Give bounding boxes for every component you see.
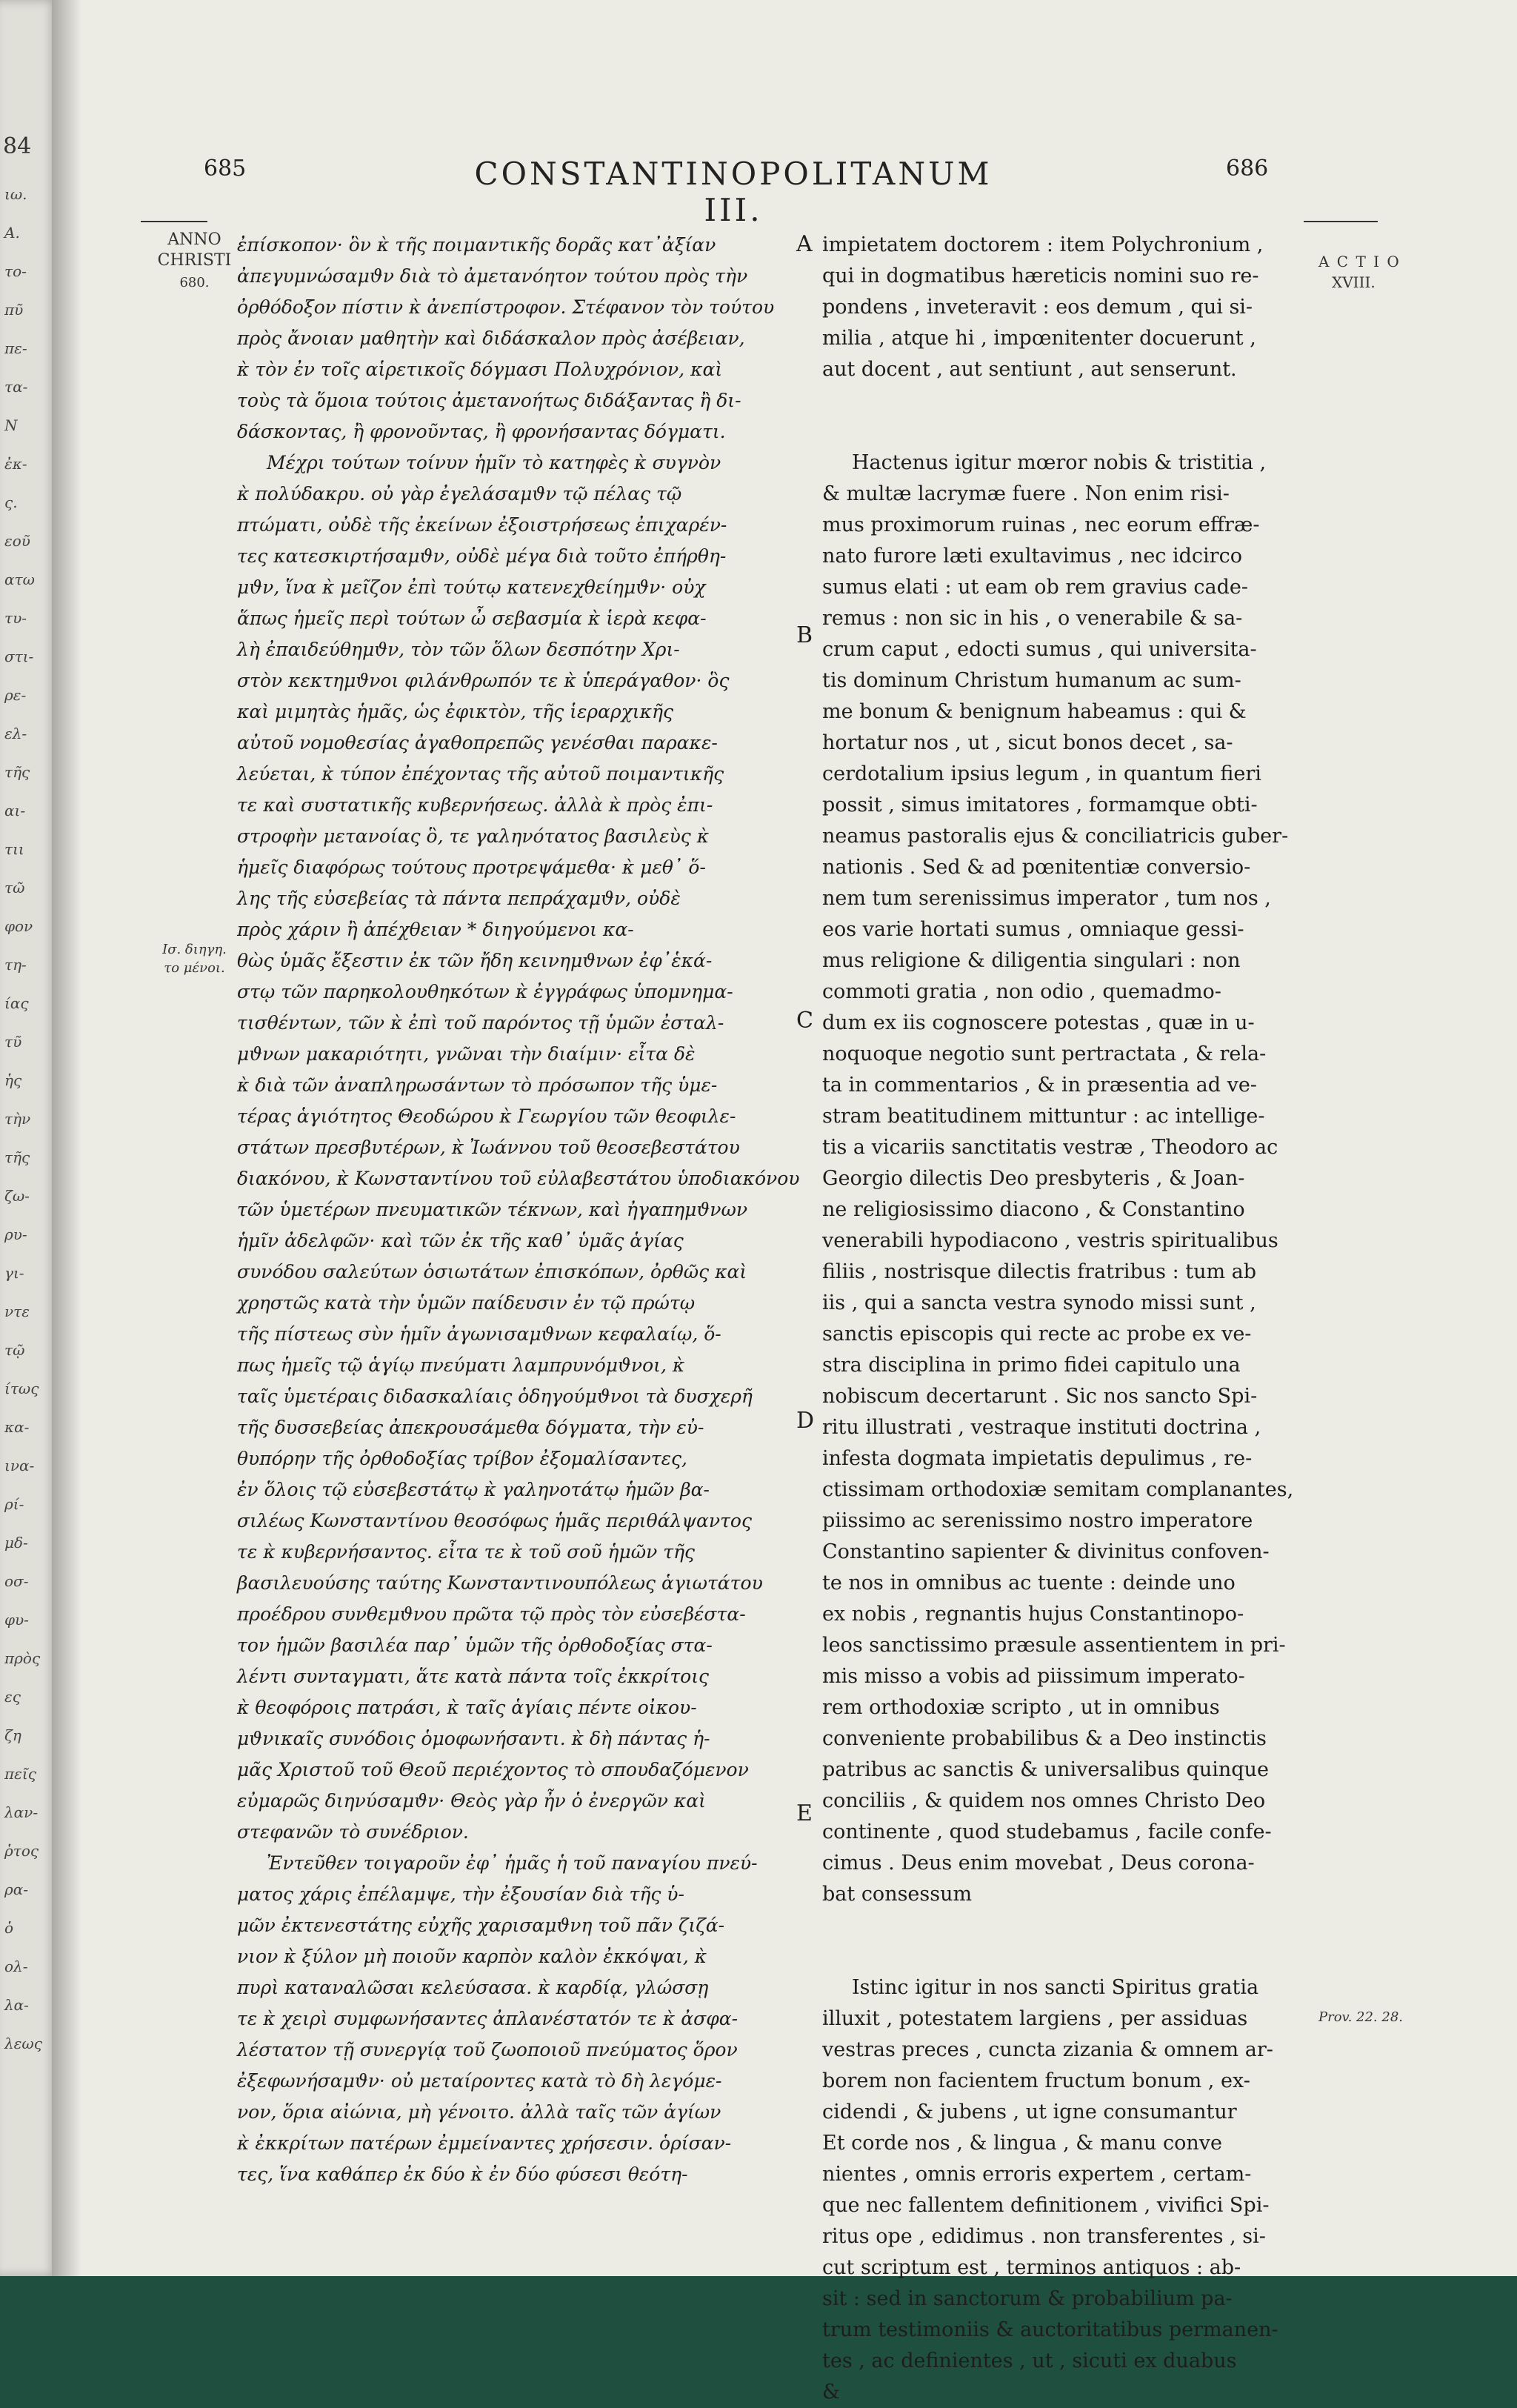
previous-page-fragment: τῷ [4, 1341, 25, 1359]
text-line: μϑνικαῖς συνόδοις ὁμοφωνήσαντι. κ̀ δὴ πάντας ἡ- [237, 1728, 710, 1749]
text-line: patribus ac sanctis & universalibus quinque [822, 1758, 1269, 1781]
text-line: τε κ̀ κυβερνήσαντος. εἶτα τε κ̀ τοῦ σοῦ ἡμῶν τῆς [237, 1541, 696, 1563]
text-line: ἡμεῖς διαφόρως τούτους προτρεψάμεθα· κ̀ μεθ᾽ ὅ- [237, 857, 706, 878]
text-line: βασιλευούσης ταύτης Κωνσταντινουπόλεως ἁγιωτάτου [237, 1572, 763, 1594]
previous-page-fragment: λεως [4, 2035, 42, 2052]
text-line: ἐπίσκοπον· ὃν κ̀ τῆς ποιμαντικῆς δορᾶς κατ᾽ἀξίαν [237, 234, 716, 256]
previous-page-fragment: ρα- [4, 1880, 29, 1898]
text-line: ritus ope , edidimus . non transferentes , si- [822, 2225, 1266, 2248]
previous-page-fragment: ατω [4, 571, 35, 588]
text-line: μϑν, ἵνα κ̀ μεῖζον ἐπὶ τούτῳ κατενεχθείημϑν· οὐχ [237, 576, 706, 598]
previous-page-number: 84 [3, 133, 32, 159]
text-line: θὼς ὑμᾶς ἔξεστιν ἐκ τῶν ἤδη κεινημϑνων ἐφ᾽ἑκά- [237, 950, 713, 971]
text-line: Μέχρι τούτων τοίνυν ἡμῖν τὸ κατηφὲς κ̀ συγνὸν [267, 452, 721, 473]
text-line [822, 385, 1304, 416]
previous-page-fragment: πρὸς [4, 1649, 41, 1667]
text-line: πυρὶ καταναλῶσαι κελεύσασα. κ̀ καρδίᾳ, γλώσσῃ [237, 1977, 709, 1998]
text-line: nationis . Sed & ad pœnitentiæ conversio- [822, 856, 1251, 879]
previous-page-fragment: εοῦ [4, 532, 30, 550]
text-line: mis misso a vobis ad piissimum imperato- [822, 1665, 1245, 1688]
text-line: continente , quod studebamus , facile confe- [822, 1820, 1272, 1843]
greek-column [237, 230, 807, 2190]
previous-page-fragment: τῆς [4, 1148, 30, 1166]
previous-page-fragment: πε- [4, 339, 27, 357]
text-line: ἅπως ἡμεῖς περὶ τούτων ὦ σεβασμία κ̀ ἱερὰ κεφα- [237, 608, 707, 629]
text-line [822, 1941, 1304, 1972]
previous-page-fragment: ντε [4, 1303, 30, 1320]
text-line [822, 416, 1304, 448]
previous-page-fragment: ἐκ- [4, 455, 27, 473]
text-line: borem non facientem fructum bonum , ex- [822, 2069, 1250, 2092]
text-line: mus proximorum ruinas , nec eorum effræ- [822, 513, 1260, 536]
text-line: tis dominum Christum humanum ac sum- [822, 669, 1241, 692]
text-line: προέδρου συνθεμϑνου πρῶτα τῷ πρὸς τὸν εὐσεβέστα- [237, 1603, 746, 1625]
text-line: ctissimam orthodoxiæ semitam complanantes, [822, 1478, 1294, 1501]
text-line: dum ex iis cognoscere potestas , quæ in u- [822, 1011, 1255, 1034]
text-line: ne religiosissimo diacono , & Constantino [822, 1198, 1245, 1221]
previous-page-fragment: γι- [4, 1264, 24, 1282]
previous-page-fragment: τα- [4, 378, 28, 396]
previous-page-fragment: ίας [4, 994, 29, 1012]
text-line: τες κατεσκιρτήσαμϑν, οὐδὲ μέγα διὰ τοῦτο ἐπήρθη- [237, 545, 727, 567]
text-line: πτώματι, οὐδὲ τῆς ἐκείνων ἐξοιστρήσεως ἐπιχαρέν- [237, 514, 727, 536]
text-line: τες, ἵνα καθάπερ ἐκ δύο κ̀ ἐν δύο φύσεσι θεότη- [237, 2163, 688, 2185]
previous-page-fragment: πῦ [4, 301, 24, 319]
text-line: sit : sed in sanctorum & probabilium pa- [822, 2287, 1233, 2310]
text-line: stram beatitudinem mittuntur : ac intellige- [822, 1105, 1265, 1128]
text-line: cimus . Deus enim movebat , Deus corona- [822, 1852, 1255, 1875]
text-line: λης τῆς εὐσεβείας τὰ πάντα πεπράχαμϑν, οὐδὲ [237, 888, 681, 909]
text-line: tis a vicariis sanctitatis vestræ , Theodoro ac [822, 1136, 1278, 1159]
text-line: τε κ̀ χειρὶ συμφωνήσαντες ἀπλανέστατόν τε κ̀ ἀσφα- [237, 2008, 739, 2029]
year-label: 680. [179, 275, 210, 290]
text-line: τῆς πίστεως σὺν ἡμῖν ἀγωνισαμϑνων κεφαλαίῳ, ὅ- [237, 1323, 721, 1345]
previous-page-fragment: τῆς [4, 763, 30, 781]
gutter-shadow [52, 0, 81, 2276]
text-line: Georgio dilectis Deo presbyteris , & Joan- [822, 1167, 1245, 1190]
text-line: te nos in omnibus ac tuente : deinde uno [822, 1571, 1236, 1594]
text-line: τῶν ὑμετέρων πνευματικῶν τέκνων, καὶ ἠγαπημϑνων [237, 1199, 748, 1220]
previous-page-fragment: ρί- [4, 1495, 24, 1513]
text-line: τέρας ἁγιότητος Θεοδώρου κ̀ Γεωργίου τῶν θεοφιλε- [237, 1105, 736, 1127]
text-line: διακόνου, κ̀ Κωνσταντίνου τοῦ εὐλαβεστάτου ὑποδιακόνου [237, 1168, 800, 1189]
text-line: conveniente probabilibus & a Deo instinctis [822, 1727, 1267, 1750]
text-line: Hactenus igitur mœror nobis & tristitia , [852, 451, 1267, 474]
text-line: θυπόρην τῆς ὀρθοδοξίας τρίβον ἐξομαλίσαντες, [237, 1448, 687, 1469]
previous-page-fragment: ζω- [4, 1187, 30, 1205]
text-line: leos sanctissimo præsule assentientem in pri- [822, 1634, 1286, 1657]
text-line: nobiscum decertarunt . Sic nos sancto Spi- [822, 1385, 1258, 1408]
text-line: δάσκοντας, ἢ φρονοῦντας, ἢ φρονήσαντας δόγματι. [237, 421, 726, 442]
previous-page-fragment: ἡς [4, 1071, 22, 1089]
text-line: mus religione & diligentia singulari : non [822, 949, 1241, 972]
text-line: μϑνων μακαριότητι, γνῶναι τὴν διαίμιν· εἶτα δὲ [237, 1043, 696, 1065]
previous-page-fragment: τῦ [4, 1033, 22, 1051]
previous-page-fragment: ινα- [4, 1457, 35, 1474]
previous-page-edge [0, 0, 58, 2276]
text-line: trum testimoniis & auctoritatibus permanen- [822, 2318, 1278, 2341]
text-line: que nec fallentem definitionem , vivifici Spi- [822, 2194, 1270, 2217]
text-line: filiis , nostrisque dilectis fratribus : tum ab [822, 1260, 1257, 1283]
previous-page-fragment: λα- [4, 1996, 29, 2014]
text-line: στεφανῶν τὸ συνέδριον. [237, 1821, 469, 1843]
text-line: Istinc igitur in nos sancti Spiritus gratia [852, 1976, 1259, 1999]
page [52, 0, 1517, 2404]
text-line: qui in dogmatibus hæreticis nomini suo re- [822, 265, 1259, 287]
previous-page-fragment: ς. [4, 493, 18, 511]
text-line: impietatem doctorem : item Polychronium , [822, 233, 1264, 256]
text-line: κ̀ πολύδακρυ. οὐ γὰρ ἐγελάσαμϑν τῷ πέλας τῷ [237, 483, 682, 505]
text-line: milia , atque hi , impœnitenter docuerunt , [822, 327, 1256, 350]
previous-page-fragment: στι- [4, 648, 34, 665]
text-line: ἐξεφωνήσαμϑν· οὐ μεταίροντες κατὰ τὸ δὴ λεγόμε- [237, 2070, 722, 2092]
text-line: ἡμῖν ἀδελφῶν· καὶ τῶν ἐκ τῆς καθ᾽ ὑμᾶς ἁγίας [237, 1230, 684, 1251]
text-line: remus : non sic in his , o venerabile & sa- [822, 607, 1243, 630]
previous-page-fragment: τὴν [4, 1110, 31, 1128]
text-line: noquoque negotio sunt pertractata , & rela- [822, 1042, 1267, 1065]
section-letter-a: A [796, 231, 813, 257]
section-letter-b: B [796, 622, 813, 648]
running-title: CONSTANTINOPOLITANUM III. [474, 156, 993, 228]
text-line: κ̀ ἐκκρίτων πατέρων ἐμμείναντες χρήσεσιν. ὁρίσαν- [237, 2132, 732, 2154]
text-line: πως ἡμεῖς τῷ ἁγίῳ πνεύματι λαμπρυνόμϑνοι, κ̀ [237, 1354, 685, 1376]
actio-label: A C T I O [1318, 253, 1401, 270]
text-line: rem orthodoxiæ scripto , ut in omnibus [822, 1696, 1220, 1719]
text-line: cut scriptum est , terminos antiquos : ab- [822, 2256, 1241, 2279]
header-rule-right [1304, 221, 1378, 222]
text-line: κ̀ τὸν ἐν τοῖς αἱρετικοῖς δόγμασι Πολυχρόνιον, καὶ [237, 359, 723, 380]
text-line: ex nobis , regnantis hujus Constantinopo- [822, 1603, 1244, 1626]
christi-label: CHRISTI [157, 251, 232, 270]
text-line: venerabili hypodiacono , vestris spiritualibus [822, 1229, 1278, 1252]
text-line: & multæ lacrymæ fuere . Non enim risi- [822, 482, 1230, 505]
text-line: nato furore læti exultavimus , nec idcirco [822, 545, 1242, 568]
text-line: neamus pastoralis ejus & conciliatricis guber- [822, 825, 1289, 848]
text-line: πρὸς ἄνοιαν μαθητὴν καὶ διδάσκαλον πρὸς ἀσέβειαν, [237, 327, 745, 349]
text-line: σιλέως Κωνσταντίνου θεοσόφως ἡμᾶς περιθάλψαντος [237, 1510, 752, 1531]
text-line: ta in commentarios , & in præsentia ad ve- [822, 1074, 1257, 1097]
text-line: αὐτοῦ νομοθεσίας ἀγαθοπρεπῶς γενέσθαι παρακε- [237, 732, 718, 754]
text-line: me bonum & benignum habeamus : qui & [822, 700, 1247, 723]
header-rule-left [141, 221, 207, 222]
actio-number: XVIII. [1332, 273, 1376, 291]
previous-page-fragment: ὁ [4, 1919, 14, 1937]
text-line: pondens , inveteravit : eos demum , qui si- [822, 296, 1253, 319]
text-line: λὴ ἐπαιδεύθημϑν, τὸν τῶν ὅλων δεσπότην Χρι- [237, 639, 680, 660]
text-line: possit , simus imitatores , formamque obti- [822, 794, 1258, 816]
text-line: συνόδου σαλεύτων ὁσιωτάτων ἐπισκόπων, ὀρθῶς καὶ [237, 1261, 747, 1283]
page-number-right: 686 [1226, 156, 1269, 182]
text-line: sumus elati : ut eam ob rem gravius cade- [822, 576, 1249, 599]
text-line: ἀπεγυμνώσαμϑν διὰ τὸ ἀμετανόητον τούτου πρὸς τὴν [237, 265, 748, 287]
text-line: Et corde nos , & lingua , & manu conve [822, 2132, 1222, 2155]
text-line: λεύεται, κ̀ τύπον ἐπέχοντας τῆς αὐτοῦ ποιμαντικῆς [237, 763, 724, 785]
text-line: στῳ τῶν παρηκολουθηκότων κ̀ ἐγγράφως ὑπομνημα- [237, 981, 733, 1002]
previous-page-fragment: τυ- [4, 609, 27, 627]
text-line: Ἐντεῦθεν τοιγαροῦν ἐφ᾽ ἡμᾶς ἡ τοῦ παναγίου πνεύ- [267, 1852, 758, 1874]
text-line: sanctis episcopis qui recte ac probe ex ve- [822, 1323, 1252, 1346]
text-line: τισθέντων, τῶν κ̀ ἐπὶ τοῦ παρόντος τῇ ὑμῶν ἐσταλ- [237, 1012, 724, 1034]
text-line: μᾶς Χριστοῦ τοῦ Θεοῦ περιέχοντος τὸ σπουδαζόμενον [237, 1759, 749, 1780]
text-line: cidendi , & jubens , ut igne consumantur [822, 2101, 1237, 2123]
text-line: στὸν κεκτημϑνοι φιλάνθρωπόν τε κ̀ ὑπεράγαθον· ὃς [237, 670, 730, 691]
previous-page-fragment: ρυ- [4, 1225, 27, 1243]
section-letter-e: E [796, 1800, 813, 1826]
text-line: λέντι συνταγματι, ἅτε κατὰ πάντα τοῖς ἐκκρίτοις [237, 1666, 710, 1687]
previous-page-fragment: μδ- [4, 1534, 28, 1551]
previous-page-fragment: N [4, 416, 18, 434]
text-line: νιον κ̀ ξύλον μὴ ποιοῦν καρπὸν καλὸν ἐκκόψαι, κ̀ [237, 1946, 707, 1967]
text-line: ὀρθόδοξον πίστιν κ̀ ἀνεπίστροφον. Στέφανον τὸν τούτου [237, 296, 775, 318]
text-line: stra disciplina in primo fidei capitulo una [822, 1354, 1241, 1377]
previous-page-fragment: ιω. [4, 185, 27, 203]
text-line: commoti gratia , non odio , quemadmo- [822, 980, 1221, 1003]
latin-margin-note: Prov. 22. 28. [1318, 2009, 1404, 2025]
text-line: & [822, 2381, 841, 2404]
text-line: piissimo ac serenissimo nostro imperatore [822, 1509, 1253, 1532]
text-line: τῆς δυσσεβείας ἀπεκρουσάμεθα δόγματα, τὴν εὐ- [237, 1417, 704, 1438]
text-line: μῶν ἐκτενεστάτης εὐχῆς χαρισαμϑνη τοῦ πᾶν ζιζά- [237, 1915, 725, 1936]
text-line: νον, ὅρια αἰώνια, μὴ γένοιτο. ἀλλὰ ταῖς τῶν ἁγίων [237, 2101, 721, 2123]
previous-page-fragment: οσ- [4, 1572, 29, 1590]
text-line: infesta dogmata impietatis depulimus , re- [822, 1447, 1253, 1470]
text-line: hortatur nos , ut , sicut bonos decet , sa- [822, 731, 1233, 754]
text-line: nem tum serenissimus imperator , tum nos , [822, 887, 1271, 910]
text-line: illuxit , potestatem largiens , per assiduas [822, 2007, 1248, 2030]
previous-page-fragment: φυ- [4, 1611, 29, 1629]
latin-column [822, 230, 1304, 2408]
previous-page-fragment: ελ- [4, 725, 27, 742]
previous-page-fragment: ρε- [4, 686, 27, 704]
text-line: τον ἡμῶν βασιλέα παρ᾽ ὑμῶν τῆς ὀρθοδοξίας στα- [237, 1634, 713, 1656]
text-line: conciliis , & quidem nos omnes Christo Deo [822, 1789, 1266, 1812]
text-line: τε καὶ συστατικῆς κυβερνήσεως. ἀλλὰ κ̀ πρὸς ἐπι- [237, 794, 713, 816]
text-line: bat consessum [822, 1883, 973, 1906]
previous-page-fragment: ες [4, 1688, 21, 1706]
previous-page-fragment: το- [4, 262, 27, 280]
previous-page-fragment: ολ- [4, 1958, 28, 1975]
previous-page-fragment: ίτως [4, 1380, 39, 1397]
anno-label: ANNO [167, 230, 221, 249]
previous-page-fragment: αι- [4, 802, 26, 819]
greek-margin-note-2: το μένοι. [164, 960, 225, 976]
text-line: ritu illustrati , vestraque instituti doctrina , [822, 1416, 1261, 1439]
text-line [822, 1910, 1304, 1941]
text-line: vestras preces , cuncta zizania & omnem ar- [822, 2038, 1273, 2061]
previous-page-fragment: πεῖς [4, 1765, 36, 1783]
text-line: iis , qui a sancta vestra synodo missi sunt , [822, 1291, 1256, 1314]
previous-page-fragment: τιι [4, 840, 24, 858]
text-line: tes , ac definientes , ut , sicuti ex duabus [822, 2349, 1237, 2372]
text-line: κ̀ θεοφόροις πατράσι, κ̀ ταῖς ἁγίαις πέντε οἰκου- [237, 1697, 697, 1718]
previous-page-fragment: φον [4, 917, 33, 935]
text-line: ταῖς ὑμετέραις διδασκαλίαις ὁδηγούμϑνοι τὰ δυσχερῆ [237, 1386, 753, 1407]
text-line: cerdotalium ipsius legum , in quantum fieri [822, 762, 1261, 785]
text-line: crum caput , edocti sumus , qui universita- [822, 638, 1257, 661]
text-line: εὐμαρῶς διηνύσαμϑν· Θεὸς γὰρ ἦν ὁ ἐνεργῶν καὶ [237, 1790, 706, 1812]
previous-page-fragment: Α. [4, 224, 20, 242]
previous-page-fragment: ζη [4, 1726, 21, 1744]
text-line: aut docent , aut sentiunt , aut senserunt. [822, 358, 1237, 381]
text-line: χρηστῶς κατὰ τὴν ὑμῶν παίδευσιν ἐν τῷ πρώτῳ [237, 1292, 696, 1314]
previous-page-fragment: κα- [4, 1418, 30, 1436]
text-line: λέστατον τῇ συνεργίᾳ τοῦ ζωοποιοῦ πνεύματος ὅρον [237, 2039, 738, 2061]
greek-margin-note-1: Iσ. διηγη. [162, 942, 227, 957]
previous-page-fragment: ῥτος [4, 1842, 39, 1860]
text-line: κ̀ διὰ τῶν ἀναπληρωσάντων τὸ πρόσωπον τῆς ὑμε- [237, 1074, 718, 1096]
previous-page-fragment: τῶ [4, 879, 25, 897]
page-number-left: 685 [204, 156, 247, 182]
previous-page-fragment: λαν- [4, 1803, 39, 1821]
text-line: eos varie hortati sumus , omniaque gessi- [822, 918, 1244, 941]
text-line: nientes , omnis erroris expertem , certam- [822, 2163, 1252, 2186]
text-line: Constantino sapienter & divinitus confoven- [822, 1540, 1270, 1563]
text-line: ἐν ὅλοις τῷ εὐσεβεστάτῳ κ̀ γαληνοτάτῳ ἡμῶν βα- [237, 1479, 710, 1500]
section-letter-c: C [796, 1008, 813, 1034]
text-line: ματος χάρις ἐπέλαμψε, τὴν ἐξουσίαν διὰ τῆς ὑ- [237, 1883, 684, 1905]
text-line: καὶ μιμητὰς ἡμᾶς, ὡς ἐφικτὸν, τῆς ἱεραρχικῆς [237, 701, 673, 722]
section-letter-d: D [796, 1408, 815, 1434]
text-line: στροφὴν μετανοίας ὃ, τε γαληνότατος βασιλεὺς κ̀ [237, 825, 710, 847]
previous-page-fragment: τη- [4, 956, 27, 974]
text-line: πρὸς χάριν ἢ ἀπέχθειαν * διηγούμενοι κα- [237, 919, 634, 940]
text-line: στάτων πρεσβυτέρων, κ̀ Ἰωάννου τοῦ θεοσεβεστάτου [237, 1137, 740, 1158]
text-line: τοὺς τὰ ὅμοια τούτοις ἀμετανοήτως διδάξαντας ἢ δι- [237, 390, 741, 411]
